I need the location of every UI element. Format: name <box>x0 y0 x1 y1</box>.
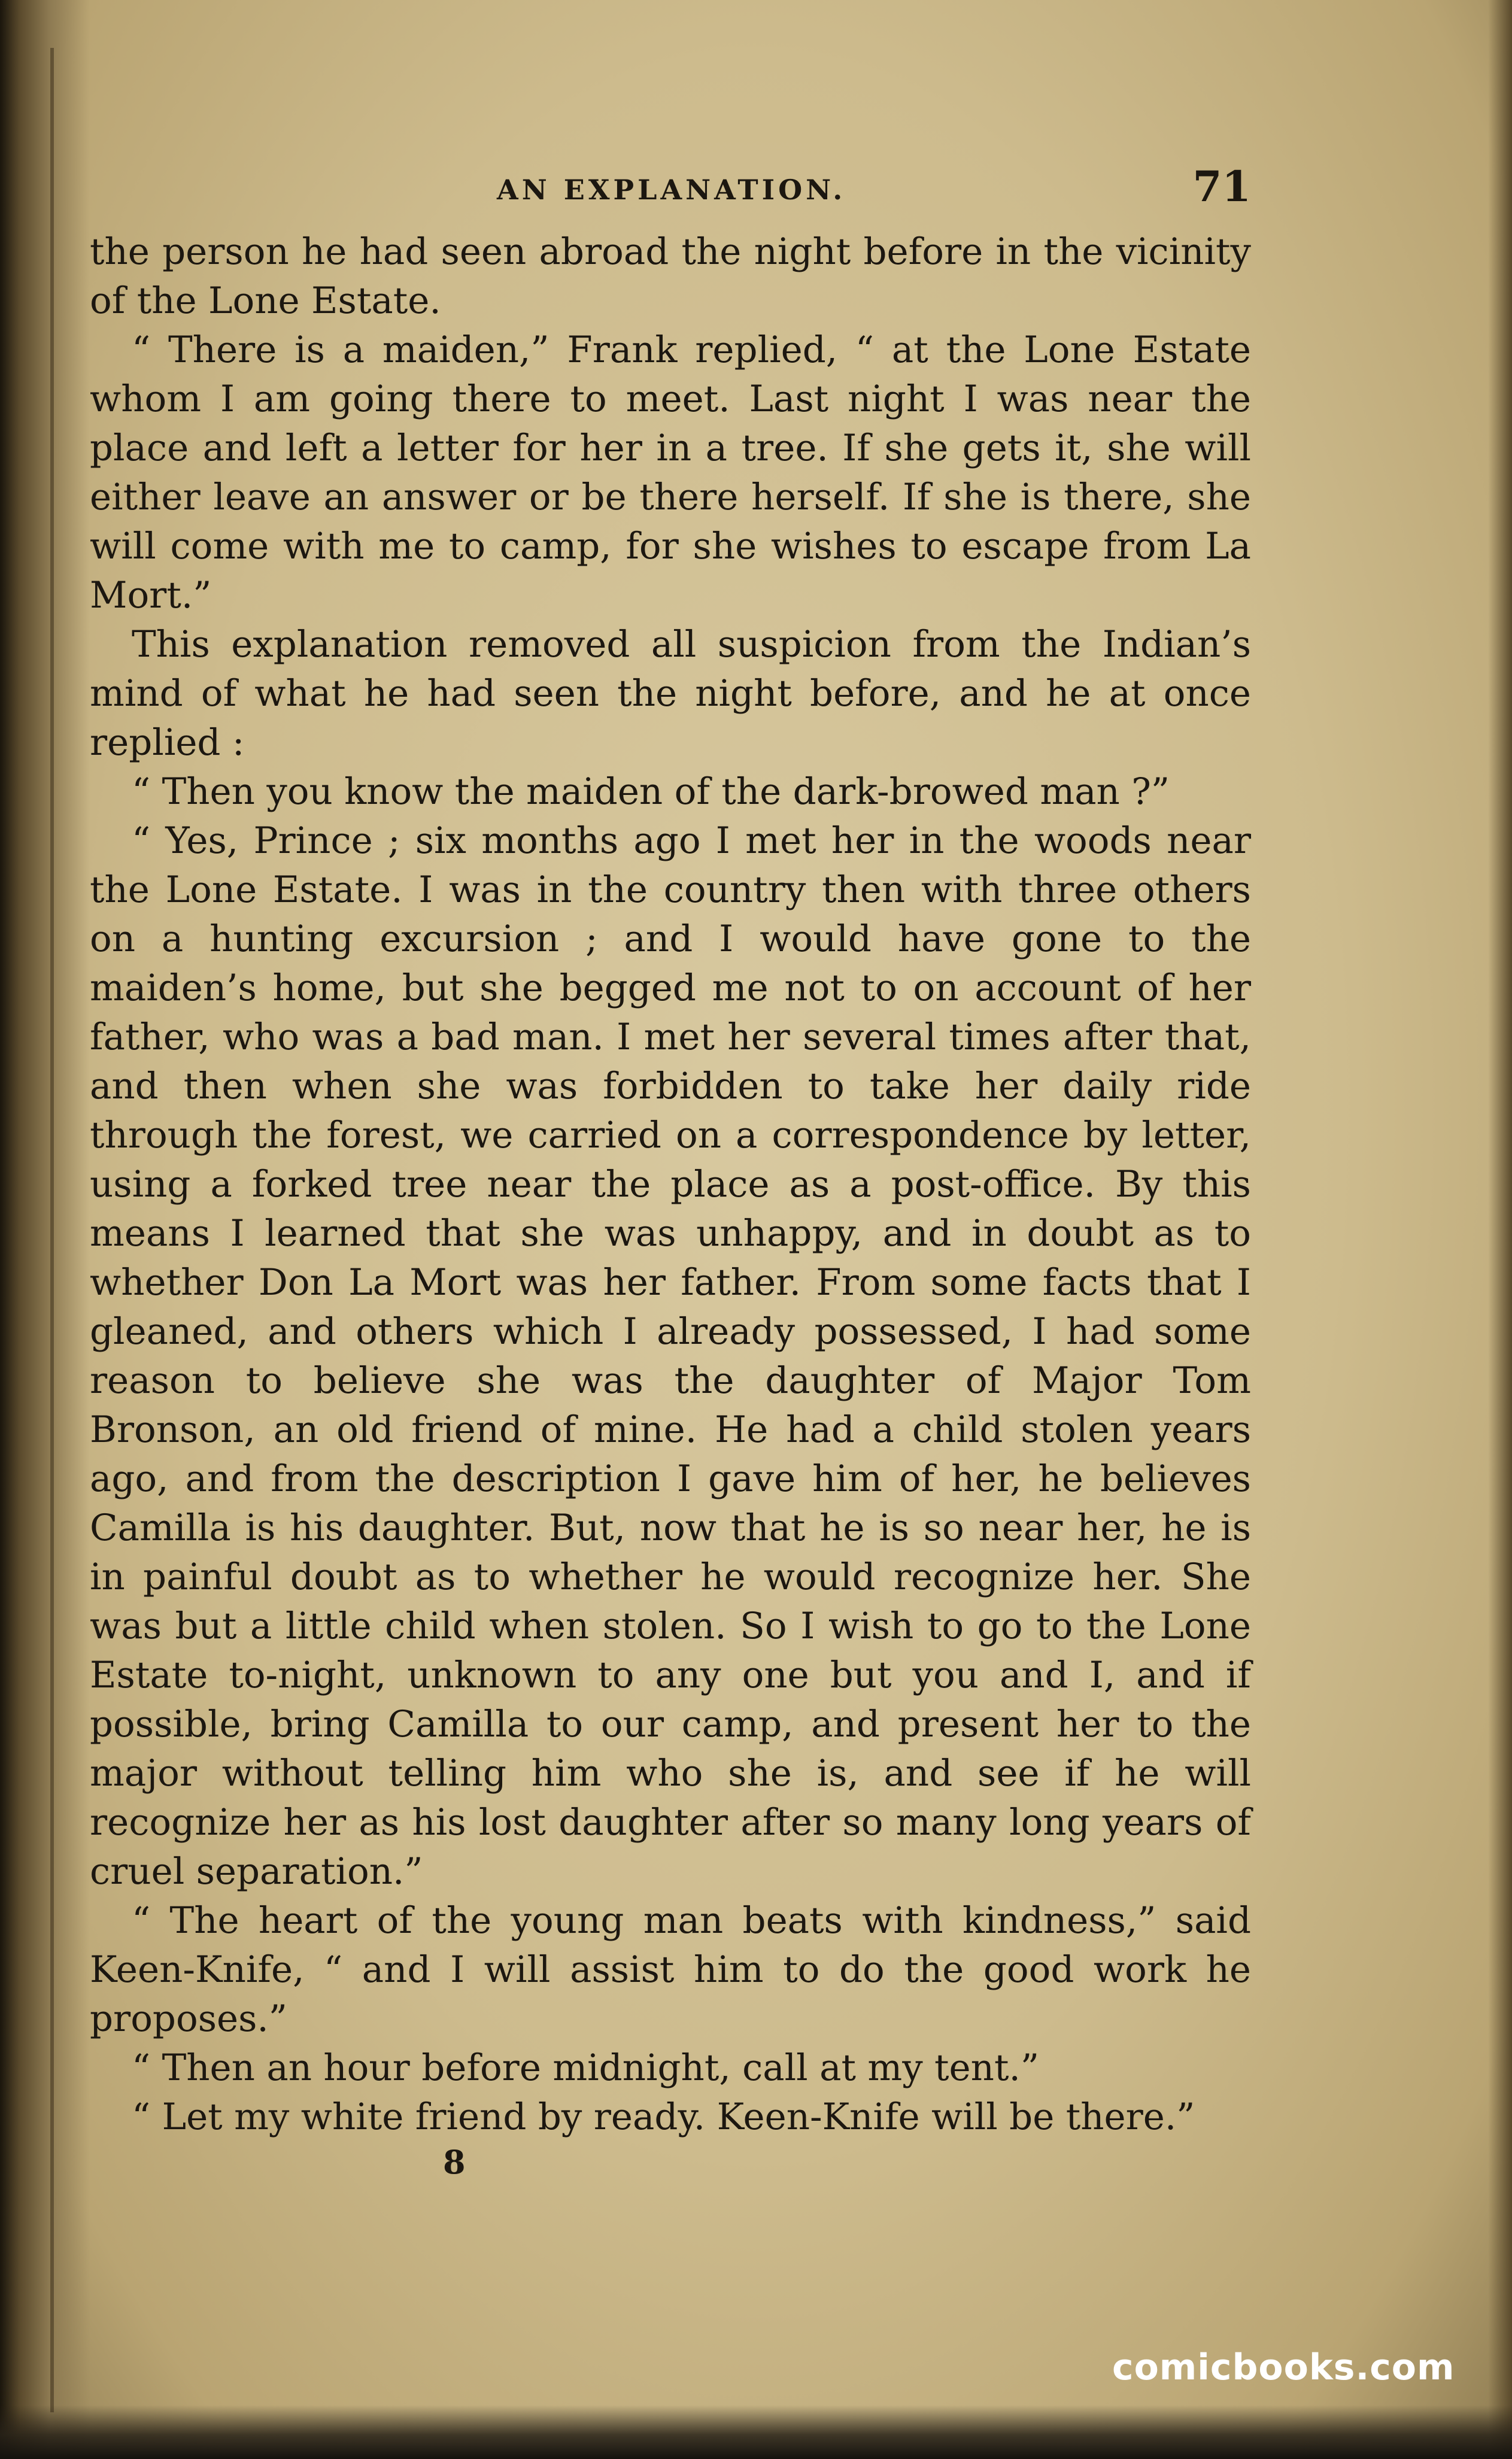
page-header <box>90 162 1251 227</box>
binding-gutter-line <box>50 48 54 2412</box>
paragraph-2: “ There is a maiden,” Frank replied, “ at the Lone Estate whom I am going there to meet. Last night I was near the place and left a letter for her in a tree. If she gets it, she will either leave an answer or be there herself. If she is there, she will come with me to camp, for she wishes to escape from La Mort.” <box>90 329 1251 617</box>
signature-row <box>90 2143 1251 2197</box>
binding-shadow <box>0 0 90 2459</box>
paragraph-1: the person he had seen abroad the night before in the vicinity of the Lone Estate. <box>90 230 1251 322</box>
watermark-text: comicbooks.com <box>1112 2346 1455 2388</box>
page-number: 71 <box>1192 162 1251 211</box>
paragraph-8: “ Let my white friend by ready. Keen-Knife will be there.” <box>132 2096 1195 2138</box>
paragraph-6: “ The heart of the young man beats with kindness,” said Keen-Knife, “ and I will assist him to do the good work he proposes.” <box>90 1899 1251 2040</box>
paragraph-3: This explanation removed all suspicion from the Indian’s mind of what he had seen the night before, and he at once replied : <box>90 623 1251 764</box>
bottom-shadow <box>0 2405 1512 2459</box>
paragraph-7: “ Then an hour before midnight, call at my tent.” <box>132 2047 1040 2089</box>
signature-mark: 8 <box>443 2143 466 2181</box>
running-head: AN EXPLANATION. <box>497 174 846 206</box>
paragraph-4: “ Then you know the maiden of the dark-browed man ?” <box>132 770 1170 813</box>
paragraph-5: “ Yes, Prince ; six months ago I met her in the woods near the Lone Estate. I was in the country then with three others on a hunting excursion ; and I would have gone to the maiden’s home, but she begged me not to on account of her father, who was a bad man. I met her several times after that, and then when she was forbidden to take her daily ride through the forest, we carried on a correspondence by letter, using a forked tree near the place as a post-office. By this means I learned that she was unhappy, and in doubt as to whether Don La Mort was her father. From some facts that I gleaned, and others which I already possessed, I had some reason to believe she was the daughter of Major Tom Bronson, an old friend of mine. He had a child stolen years ago, and from the description I gave him of her, he believes Camilla is his daughter. But, now that he is so near her, he is in painful doubt as to whether he would recognize her. She was but a little child when stolen. So I wish to go to the Lone Estate to-night, unknown to any one but you and I, and if possible, bring Camilla to our camp, and present her to the major without telling him who she is, and see if he will recognize her as his lost daughter after so many long years of cruel separation.” <box>90 819 1251 1893</box>
page-text-block <box>90 162 1251 2197</box>
page-right-edge <box>1488 0 1512 2459</box>
